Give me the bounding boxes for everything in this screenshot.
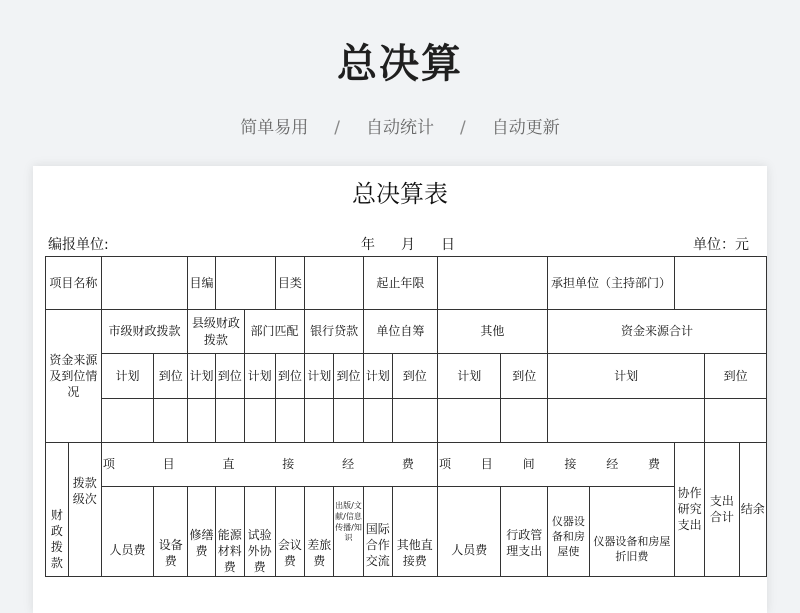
meeting-label: 会议费 <box>275 487 305 577</box>
self-arrived-value[interactable] <box>392 399 437 443</box>
county-plan-label: 计划 <box>188 354 216 399</box>
total-arrived-label: 到位 <box>705 354 767 399</box>
project-type-value[interactable] <box>305 257 364 310</box>
project-name-value[interactable] <box>101 257 187 310</box>
table-row-funding-sources <box>46 310 767 354</box>
subtitle-separator: / <box>460 118 466 138</box>
intl-cooperation-label: 国际合作交流 <box>363 487 392 577</box>
funding-total-label: 资金来源合计 <box>547 310 766 354</box>
table-row-expense-items <box>46 487 767 577</box>
balance-label: 结余 <box>739 443 767 577</box>
travel-label: 差旅费 <box>305 487 334 577</box>
bank-arrived-value[interactable] <box>334 399 364 443</box>
total-plan-value[interactable] <box>547 399 704 443</box>
final-accounts-table <box>45 256 767 577</box>
project-code-label: 目编 <box>188 257 216 310</box>
county-arrived-value[interactable] <box>215 399 244 443</box>
sheet-title: 总决算表 <box>352 180 448 208</box>
period-label: 起止年限 <box>363 257 437 310</box>
coop-research-label: 协作研究支出 <box>675 443 705 577</box>
table-row-plan-arrived <box>46 354 767 399</box>
city-funding-label: 市级财政拨款 <box>101 310 187 354</box>
indirect-personnel-label: 人员费 <box>437 487 501 577</box>
table-row-project-info <box>46 257 767 310</box>
other-funding-label: 其他 <box>437 310 547 354</box>
subtitle-item-autoupdate: 自动更新 <box>491 118 560 138</box>
other-plan-value[interactable] <box>437 399 501 443</box>
month-label: 月 <box>401 237 415 253</box>
city-plan-value[interactable] <box>101 399 153 443</box>
admin-expense-label: 行政管理支出 <box>501 487 547 577</box>
bank-plan-value[interactable] <box>305 399 334 443</box>
dept-match-label: 部门匹配 <box>244 310 305 354</box>
bank-loan-label: 银行贷款 <box>305 310 364 354</box>
undertaker-value[interactable] <box>675 257 767 310</box>
publication-label: 出版/文献/信息传播/知识 <box>334 487 364 577</box>
undertaker-label: 承担单位（主持部门） <box>547 257 674 310</box>
other-arrived-value[interactable] <box>501 399 547 443</box>
county-plan-value[interactable] <box>188 399 216 443</box>
bank-plan-label: 计划 <box>305 354 334 399</box>
self-funding-label: 单位自筹 <box>363 310 437 354</box>
indirect-expense-header: 项 目 间 接 经 费 <box>437 443 674 487</box>
reporting-unit-label: 编报单位: <box>48 237 109 253</box>
self-plan-value[interactable] <box>363 399 392 443</box>
bank-arrived-label: 到位 <box>334 354 364 399</box>
dept-arrived-label: 到位 <box>275 354 305 399</box>
project-type-label: 目类 <box>275 257 305 310</box>
other-arrived-label: 到位 <box>501 354 547 399</box>
date-fields <box>361 234 481 254</box>
subtitle-item-easy: 简单易用 <box>240 118 309 138</box>
funding-label: 资金来源及到位情况 <box>46 310 102 443</box>
finance-appropriation-label: 财政拨款 <box>46 443 69 577</box>
hero-title: 总决算 <box>337 41 463 87</box>
direct-expense-header: 项 目 直 接 经 费 <box>101 443 437 487</box>
other-direct-label: 其他直接费 <box>392 487 437 577</box>
project-name-label: 项目名称 <box>46 257 102 310</box>
dept-arrived-value[interactable] <box>275 399 305 443</box>
county-funding-label: 县级财政拨款 <box>188 310 245 354</box>
test-outsourcing-label: 试验外协费 <box>244 487 275 577</box>
instrument-usage-label: 仪器设备和房屋使 <box>547 487 589 577</box>
depreciation-label: 仪器设备和房屋折旧费 <box>589 487 674 577</box>
document-sheet <box>33 166 767 613</box>
city-arrived-label: 到位 <box>154 354 188 399</box>
currency-unit-label: 单位：元 <box>693 237 749 253</box>
year-label: 年 <box>361 237 375 253</box>
other-plan-label: 计划 <box>437 354 501 399</box>
batch-level-label: 拨款级次 <box>68 443 101 577</box>
total-plan-label: 计划 <box>547 354 704 399</box>
self-arrived-label: 到位 <box>392 354 437 399</box>
dept-plan-value[interactable] <box>244 399 275 443</box>
repair-label: 修缮费 <box>188 487 216 577</box>
table-row-expense-groups <box>46 443 767 487</box>
day-label: 日 <box>441 237 455 253</box>
subtitle <box>0 113 800 138</box>
subtitle-separator: / <box>334 118 340 138</box>
table-row-funding-values <box>46 399 767 443</box>
equipment-label: 设备费 <box>154 487 188 577</box>
personnel-label: 人员费 <box>101 487 153 577</box>
self-plan-label: 计划 <box>363 354 392 399</box>
expense-total-label: 支出合计 <box>705 443 739 577</box>
dept-plan-label: 计划 <box>244 354 275 399</box>
energy-material-label: 能源材料费 <box>215 487 244 577</box>
period-value[interactable] <box>437 257 547 310</box>
city-arrived-value[interactable] <box>154 399 188 443</box>
county-arrived-label: 到位 <box>215 354 244 399</box>
project-code-value[interactable] <box>215 257 275 310</box>
subtitle-item-autostat: 自动统计 <box>366 118 434 138</box>
total-arrived-value[interactable] <box>705 399 767 443</box>
city-plan-label: 计划 <box>101 354 153 399</box>
